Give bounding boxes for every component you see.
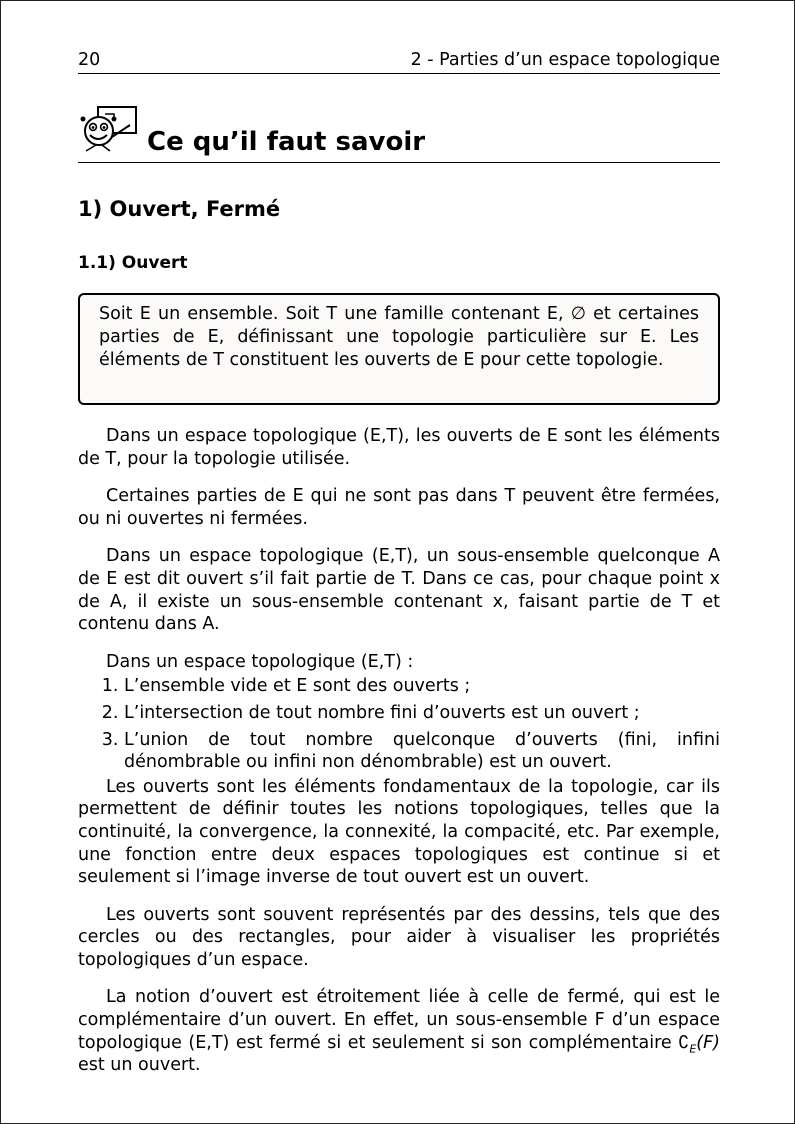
list-item: 1. L’ensemble vide et E sont des ouverts ; (124, 675, 720, 698)
paragraph: Certaines parties de E qui ne sont pas dans T peuvent être fermées, ou ni ouvertes ni fermées. (78, 486, 720, 529)
definition-text: Soit E un ensemble. Soit T une famille contenant E, ∅ et certaines parties de E, définissant une topologie particulière sur E. Les éléments de T constituent les ouverts de E pour cette topologie. (99, 304, 699, 371)
axiom-list (78, 675, 720, 773)
list-item: 2. L’intersection de tout nombre fini d’ouverts est un ouvert ; (124, 702, 720, 725)
complement-argument: (F) (696, 1032, 720, 1053)
list-item: 3. L’union de tout nombre quelconque d’ouverts (fini, infini dénombrable ou infini non dénombrable) est un ouvert. (124, 729, 720, 774)
definition-box (78, 293, 720, 405)
paragraph: Les ouverts sont les éléments fondamentaux de la topologie, car ils permettent de définir toutes les notions topologiques, telles que la continuité, la convergence, la connexité, la compacité, etc. Par exemple, une fonction entre deux espaces topologiques est continue si et seulement si l’image inverse de tout ouvert est un ouvert. (78, 776, 720, 888)
body-text (78, 425, 720, 1092)
complement-subscript: E (689, 1042, 697, 1056)
complement-ending: est un ouvert. (78, 1055, 201, 1076)
section-banner-title: Ce qu’il faut savoir (147, 127, 426, 157)
subsection-heading: 1.1) Ouvert (78, 253, 188, 273)
paragraph: Dans un espace topologique (E,T), un sous-ensemble quelconque A de E est dit ouvert s’il fait partie de T. Dans ce cas, pour chaque point x de A, il existe un sous-ensemble contenant x, faisant partie de T et contenu dans A. (78, 546, 720, 635)
chapter-title: 2 - Parties d’un espace topologique (410, 50, 720, 70)
paragraph: Dans un espace topologique (E,T), les ouverts de E sont les éléments de T, pour la topologie utilisée. (78, 426, 720, 469)
paragraph: Les ouverts sont souvent représentés par des dessins, tels que des cercles ou des rectangles, pour aider à visualiser les propriétés topologiques d’un espace. (78, 904, 720, 970)
section-banner (78, 105, 720, 163)
running-header (78, 49, 720, 74)
complement-symbol: ∁ (678, 1032, 690, 1053)
paragraph: Dans un espace topologique (E,T) : (106, 651, 414, 672)
page-number: 20 (78, 50, 101, 70)
section-heading: 1) Ouvert, Fermé (78, 197, 281, 221)
smiley-teacher-icon (78, 105, 140, 155)
paragraph-complement (78, 986, 720, 1076)
complement-sentence: La notion d’ouvert est étroitement liée à celle de fermé, qui est le complémentaire d’un ouvert. En effet, un sous-ensemble F d’un espace topologique (E,T) est fermé si et seulement si son complémentaire (78, 987, 720, 1053)
